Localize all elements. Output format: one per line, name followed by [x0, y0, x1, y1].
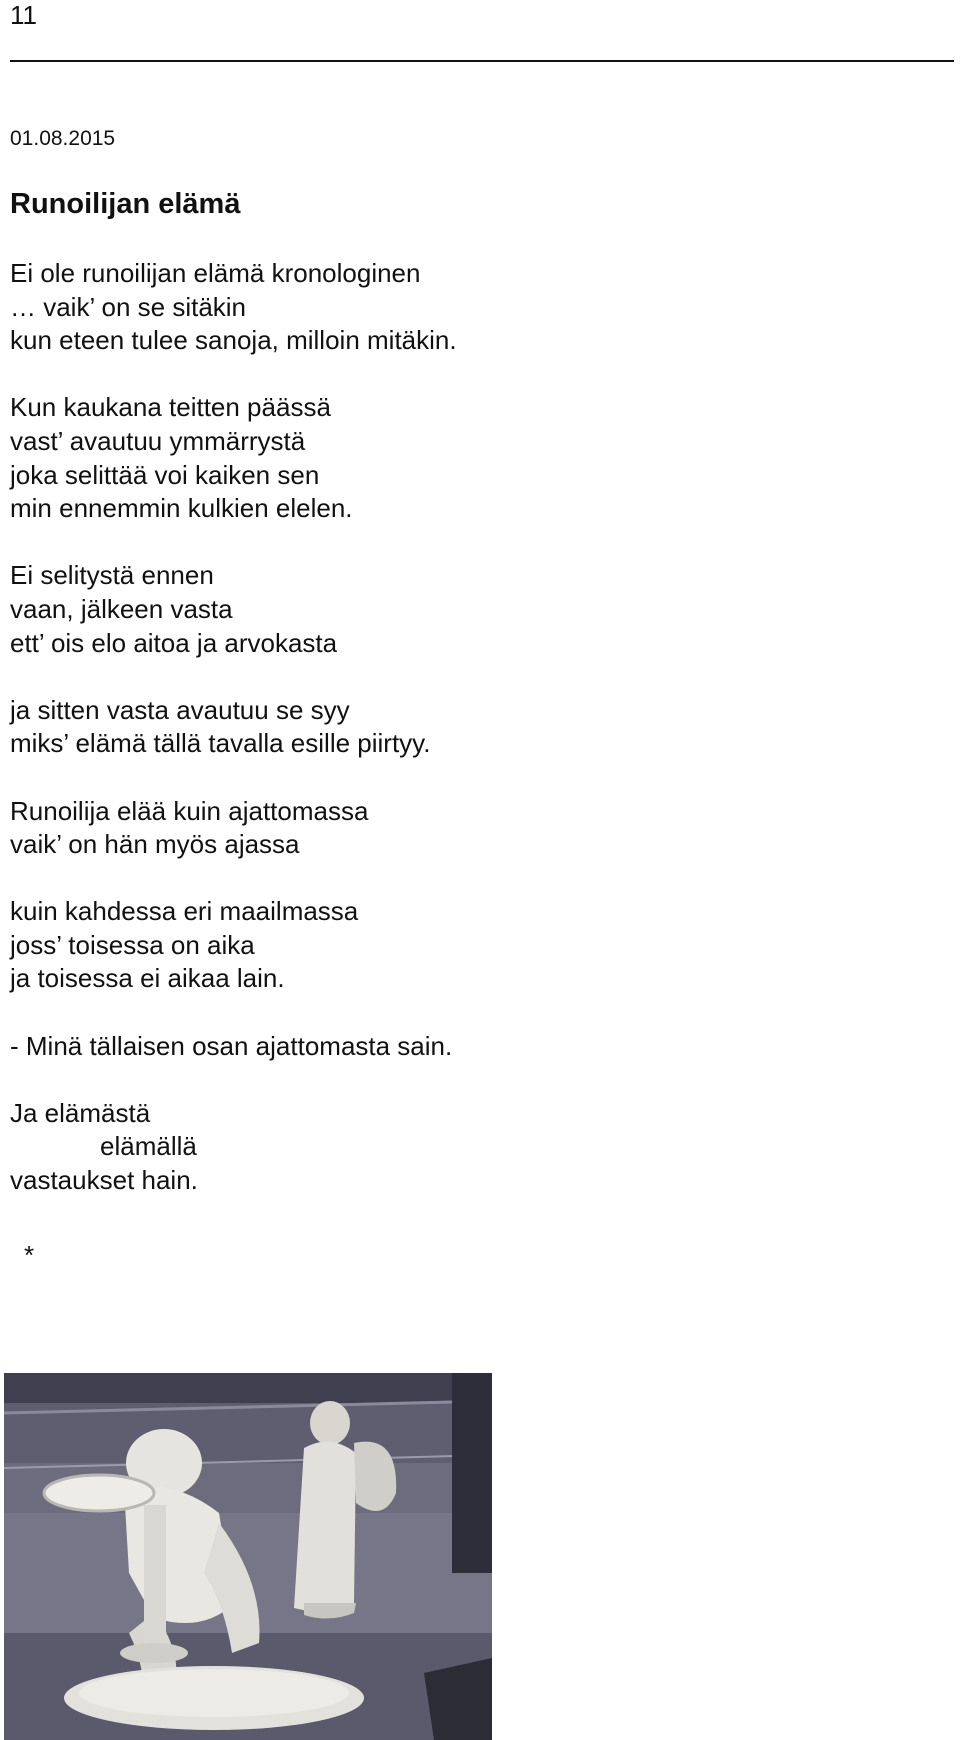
poem-line: - Minä tällaisen osan ajattomasta sain. — [10, 1030, 453, 1061]
page-number: 11 — [10, 0, 37, 30]
poem-line: vast’ avautuu ymmärrystä — [10, 425, 306, 456]
poem-line: … vaik’ on se sitäkin — [10, 291, 247, 322]
poem-line: ja sitten vasta avautuu se syy — [10, 694, 350, 725]
poem-line: Kun kaukana teitten päässä — [10, 392, 331, 423]
poem-line: Runoilija elää kuin ajattomassa — [10, 795, 369, 826]
poem-line: vaik’ on hän myös ajassa — [10, 829, 300, 860]
poem-line: ett’ ois elo aitoa ja arvokasta — [10, 627, 338, 658]
poem-line: elämällä — [100, 1131, 197, 1162]
poem-line: Ei ole runoilijan elämä kronologinen — [10, 258, 421, 288]
poem-date: 01.08.2015 — [10, 127, 116, 150]
poem-line: joss’ toisessa on aika — [10, 929, 255, 960]
poem-line: vastaukset hain. — [10, 1165, 198, 1196]
poem-line: Ja elämästä — [10, 1097, 151, 1128]
poem-line: vaan, jälkeen vasta — [10, 593, 233, 624]
separator-asterisk: * — [24, 1240, 35, 1270]
poem-body — [10, 257, 910, 1198]
poem-line: ja toisessa ei aikaa lain. — [10, 963, 285, 994]
poem-line: joka selittää voi kaiken sen — [10, 459, 320, 490]
poem-line: kuin kahdessa eri maailmassa — [10, 896, 359, 927]
poem-line: Ei selitystä ennen — [10, 560, 214, 591]
poem-title: Runoilijan elämä — [10, 188, 241, 220]
header-rule — [10, 60, 954, 62]
poem-line: min ennemmin kulkien elelen. — [10, 493, 353, 524]
poem-line: kun eteen tulee sanoja, milloin mitäkin. — [10, 325, 457, 356]
figurine-photo-icon — [4, 1373, 492, 1740]
poem-line: miks’ elämä tällä tavalla esille piirtyy. — [10, 728, 431, 759]
